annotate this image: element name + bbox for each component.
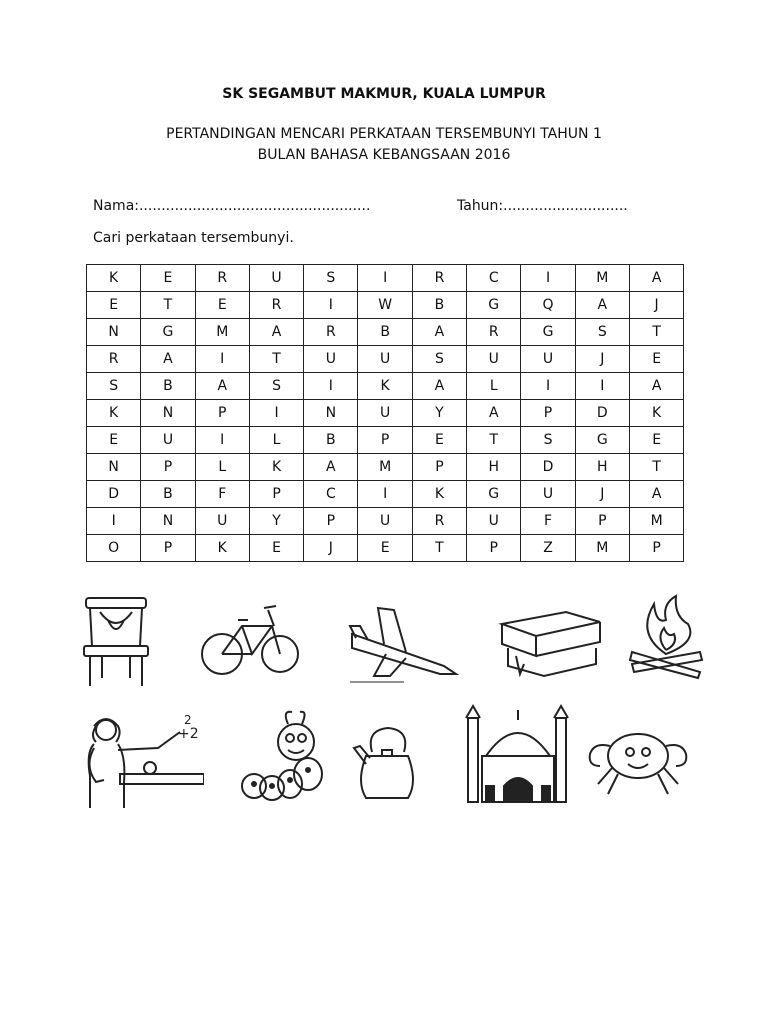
grid-cell[interactable]: N bbox=[141, 508, 195, 535]
grid-cell[interactable]: A bbox=[141, 346, 195, 373]
grid-cell[interactable]: N bbox=[87, 454, 141, 481]
grid-cell[interactable]: B bbox=[358, 319, 412, 346]
grid-cell[interactable]: K bbox=[249, 454, 303, 481]
grid-cell[interactable]: B bbox=[141, 481, 195, 508]
grid-cell[interactable]: A bbox=[629, 265, 683, 292]
grid-cell[interactable]: M bbox=[195, 319, 249, 346]
grid-cell[interactable]: F bbox=[521, 508, 575, 535]
grid-cell[interactable]: D bbox=[575, 400, 629, 427]
grid-cell[interactable]: U bbox=[467, 346, 521, 373]
grid-cell[interactable]: N bbox=[304, 400, 358, 427]
grid-cell[interactable]: I bbox=[304, 292, 358, 319]
grid-cell[interactable]: A bbox=[249, 319, 303, 346]
grid-cell[interactable]: I bbox=[304, 373, 358, 400]
grid-cell[interactable]: H bbox=[467, 454, 521, 481]
grid-cell[interactable]: J bbox=[575, 346, 629, 373]
grid-cell[interactable]: C bbox=[304, 481, 358, 508]
campfire-icon bbox=[626, 594, 706, 680]
grid-cell[interactable]: S bbox=[87, 373, 141, 400]
grid-cell[interactable]: D bbox=[87, 481, 141, 508]
grid-cell[interactable]: R bbox=[412, 265, 466, 292]
grid-cell[interactable]: C bbox=[467, 265, 521, 292]
mosque-icon bbox=[464, 700, 572, 804]
grid-cell[interactable]: U bbox=[521, 481, 575, 508]
grid-cell[interactable]: Z bbox=[521, 535, 575, 562]
grid-cell[interactable]: M bbox=[629, 508, 683, 535]
grid-cell[interactable]: U bbox=[467, 508, 521, 535]
grid-cell[interactable]: T bbox=[629, 454, 683, 481]
grid-cell[interactable]: P bbox=[629, 535, 683, 562]
grid-cell[interactable]: Q bbox=[521, 292, 575, 319]
bicycle-icon bbox=[200, 596, 300, 680]
grid-cell[interactable]: P bbox=[249, 481, 303, 508]
grid-cell[interactable]: E bbox=[358, 535, 412, 562]
grid-cell[interactable]: E bbox=[87, 427, 141, 454]
grid-cell[interactable]: W bbox=[358, 292, 412, 319]
grid-cell[interactable]: U bbox=[195, 508, 249, 535]
grid-cell[interactable]: E bbox=[141, 265, 195, 292]
grid-cell[interactable]: U bbox=[521, 346, 575, 373]
school-name: SK SEGAMBUT MAKMUR, KUALA LUMPUR bbox=[222, 86, 546, 102]
grid-cell[interactable]: R bbox=[87, 346, 141, 373]
grid-cell[interactable]: S bbox=[412, 346, 466, 373]
grid-cell[interactable]: E bbox=[629, 427, 683, 454]
grid-cell[interactable]: I bbox=[521, 373, 575, 400]
grid-cell[interactable]: R bbox=[304, 319, 358, 346]
grid-cell[interactable]: K bbox=[629, 400, 683, 427]
grid-cell[interactable]: T bbox=[412, 535, 466, 562]
grid-cell[interactable]: K bbox=[87, 400, 141, 427]
grid-cell[interactable]: R bbox=[412, 508, 466, 535]
grid-cell[interactable]: D bbox=[521, 454, 575, 481]
grid-row bbox=[87, 346, 684, 373]
grid-cell[interactable]: P bbox=[304, 508, 358, 535]
grid-cell[interactable]: P bbox=[195, 400, 249, 427]
grid-cell[interactable]: E bbox=[249, 535, 303, 562]
grid-cell[interactable]: N bbox=[141, 400, 195, 427]
svg-text:2: 2 bbox=[184, 713, 192, 727]
caterpillar-icon bbox=[236, 708, 336, 808]
instruction: Cari perkataan tersembunyi. bbox=[93, 230, 294, 246]
grid-cell[interactable]: A bbox=[412, 373, 466, 400]
chair-icon bbox=[80, 594, 152, 688]
grid-row bbox=[87, 319, 684, 346]
grid-cell[interactable]: I bbox=[249, 400, 303, 427]
grid-cell[interactable]: A bbox=[195, 373, 249, 400]
grid-cell[interactable]: I bbox=[575, 373, 629, 400]
grid-row bbox=[87, 373, 684, 400]
grid-cell[interactable]: G bbox=[141, 319, 195, 346]
grid-cell[interactable]: P bbox=[358, 427, 412, 454]
grid-cell[interactable]: M bbox=[575, 265, 629, 292]
grid-cell[interactable]: S bbox=[249, 373, 303, 400]
grid-cell[interactable]: P bbox=[141, 535, 195, 562]
grid-cell[interactable]: B bbox=[412, 292, 466, 319]
grid-cell[interactable]: Y bbox=[249, 508, 303, 535]
grid-cell[interactable]: A bbox=[304, 454, 358, 481]
grid-cell[interactable]: R bbox=[249, 292, 303, 319]
grid-cell[interactable]: L bbox=[195, 454, 249, 481]
grid-cell[interactable]: U bbox=[358, 346, 412, 373]
grid-cell[interactable]: K bbox=[358, 373, 412, 400]
grid-cell[interactable]: A bbox=[629, 481, 683, 508]
grid-cell[interactable]: G bbox=[467, 292, 521, 319]
grid-cell[interactable]: K bbox=[195, 535, 249, 562]
grid-cell[interactable]: U bbox=[358, 400, 412, 427]
grid-cell[interactable]: L bbox=[249, 427, 303, 454]
grid-cell[interactable]: U bbox=[141, 427, 195, 454]
grid-row bbox=[87, 400, 684, 427]
kettle-icon bbox=[352, 722, 426, 802]
grid-cell[interactable]: U bbox=[249, 265, 303, 292]
grid-cell[interactable]: I bbox=[87, 508, 141, 535]
nama-field[interactable]: Nama:.................................................... bbox=[93, 198, 371, 214]
grid-cell[interactable]: G bbox=[575, 427, 629, 454]
teacher-icon bbox=[80, 712, 204, 812]
grid-row bbox=[87, 481, 684, 508]
grid-cell[interactable]: O bbox=[87, 535, 141, 562]
grid-cell[interactable]: F bbox=[195, 481, 249, 508]
grid-row bbox=[87, 292, 684, 319]
grid-cell[interactable]: A bbox=[629, 373, 683, 400]
grid-cell[interactable]: S bbox=[521, 427, 575, 454]
tahun-field[interactable]: Tahun:............................ bbox=[457, 198, 628, 214]
airplane-icon bbox=[344, 604, 464, 684]
grid-cell[interactable]: I bbox=[195, 427, 249, 454]
event-title: BULAN BAHASA KEBANGSAAN 2016 bbox=[257, 147, 511, 163]
grid-cell[interactable]: L bbox=[467, 373, 521, 400]
grid-cell[interactable]: T bbox=[141, 292, 195, 319]
grid-cell[interactable]: A bbox=[467, 400, 521, 427]
grid-cell[interactable]: P bbox=[467, 535, 521, 562]
grid-cell[interactable]: J bbox=[575, 481, 629, 508]
word-search-grid bbox=[86, 264, 684, 562]
grid-cell[interactable]: J bbox=[304, 535, 358, 562]
grid-cell[interactable]: P bbox=[575, 508, 629, 535]
grid-cell[interactable]: M bbox=[358, 454, 412, 481]
grid-cell[interactable]: R bbox=[467, 319, 521, 346]
grid-cell[interactable]: B bbox=[141, 373, 195, 400]
grid-cell[interactable]: P bbox=[521, 400, 575, 427]
grid-cell[interactable]: A bbox=[412, 319, 466, 346]
grid-cell[interactable]: S bbox=[575, 319, 629, 346]
crab-icon bbox=[584, 712, 692, 804]
grid-cell[interactable]: S bbox=[304, 265, 358, 292]
grid-cell[interactable]: T bbox=[629, 319, 683, 346]
grid-cell[interactable]: P bbox=[412, 454, 466, 481]
grid-cell[interactable]: P bbox=[141, 454, 195, 481]
grid-cell[interactable]: I bbox=[195, 346, 249, 373]
grid-cell[interactable]: K bbox=[412, 481, 466, 508]
grid-cell[interactable]: N bbox=[87, 319, 141, 346]
books-icon bbox=[496, 604, 606, 680]
grid-cell[interactable]: T bbox=[249, 346, 303, 373]
grid-cell[interactable]: U bbox=[358, 508, 412, 535]
grid-row bbox=[87, 508, 684, 535]
grid-cell[interactable]: T bbox=[467, 427, 521, 454]
grid-cell[interactable]: E bbox=[412, 427, 466, 454]
grid-cell[interactable]: E bbox=[87, 292, 141, 319]
competition-title: PERTANDINGAN MENCARI PERKATAAN TERSEMBUNYI TAHUN 1 bbox=[166, 126, 602, 142]
grid-cell[interactable]: H bbox=[575, 454, 629, 481]
grid-cell[interactable]: J bbox=[629, 292, 683, 319]
grid-cell[interactable]: A bbox=[575, 292, 629, 319]
grid-cell[interactable]: U bbox=[304, 346, 358, 373]
grid-cell[interactable]: K bbox=[87, 265, 141, 292]
svg-text:+2: +2 bbox=[178, 726, 199, 742]
grid-cell[interactable]: I bbox=[358, 265, 412, 292]
grid-cell[interactable]: E bbox=[195, 292, 249, 319]
grid-row bbox=[87, 454, 684, 481]
grid-cell[interactable]: G bbox=[467, 481, 521, 508]
grid-cell[interactable]: B bbox=[304, 427, 358, 454]
grid-row bbox=[87, 535, 684, 562]
grid-cell[interactable]: M bbox=[575, 535, 629, 562]
grid-cell[interactable]: I bbox=[521, 265, 575, 292]
grid-cell[interactable]: G bbox=[521, 319, 575, 346]
grid-row bbox=[87, 427, 684, 454]
grid-cell[interactable]: Y bbox=[412, 400, 466, 427]
grid-cell[interactable]: R bbox=[195, 265, 249, 292]
grid-cell[interactable]: E bbox=[629, 346, 683, 373]
grid-row bbox=[87, 265, 684, 292]
grid-cell[interactable]: I bbox=[358, 481, 412, 508]
